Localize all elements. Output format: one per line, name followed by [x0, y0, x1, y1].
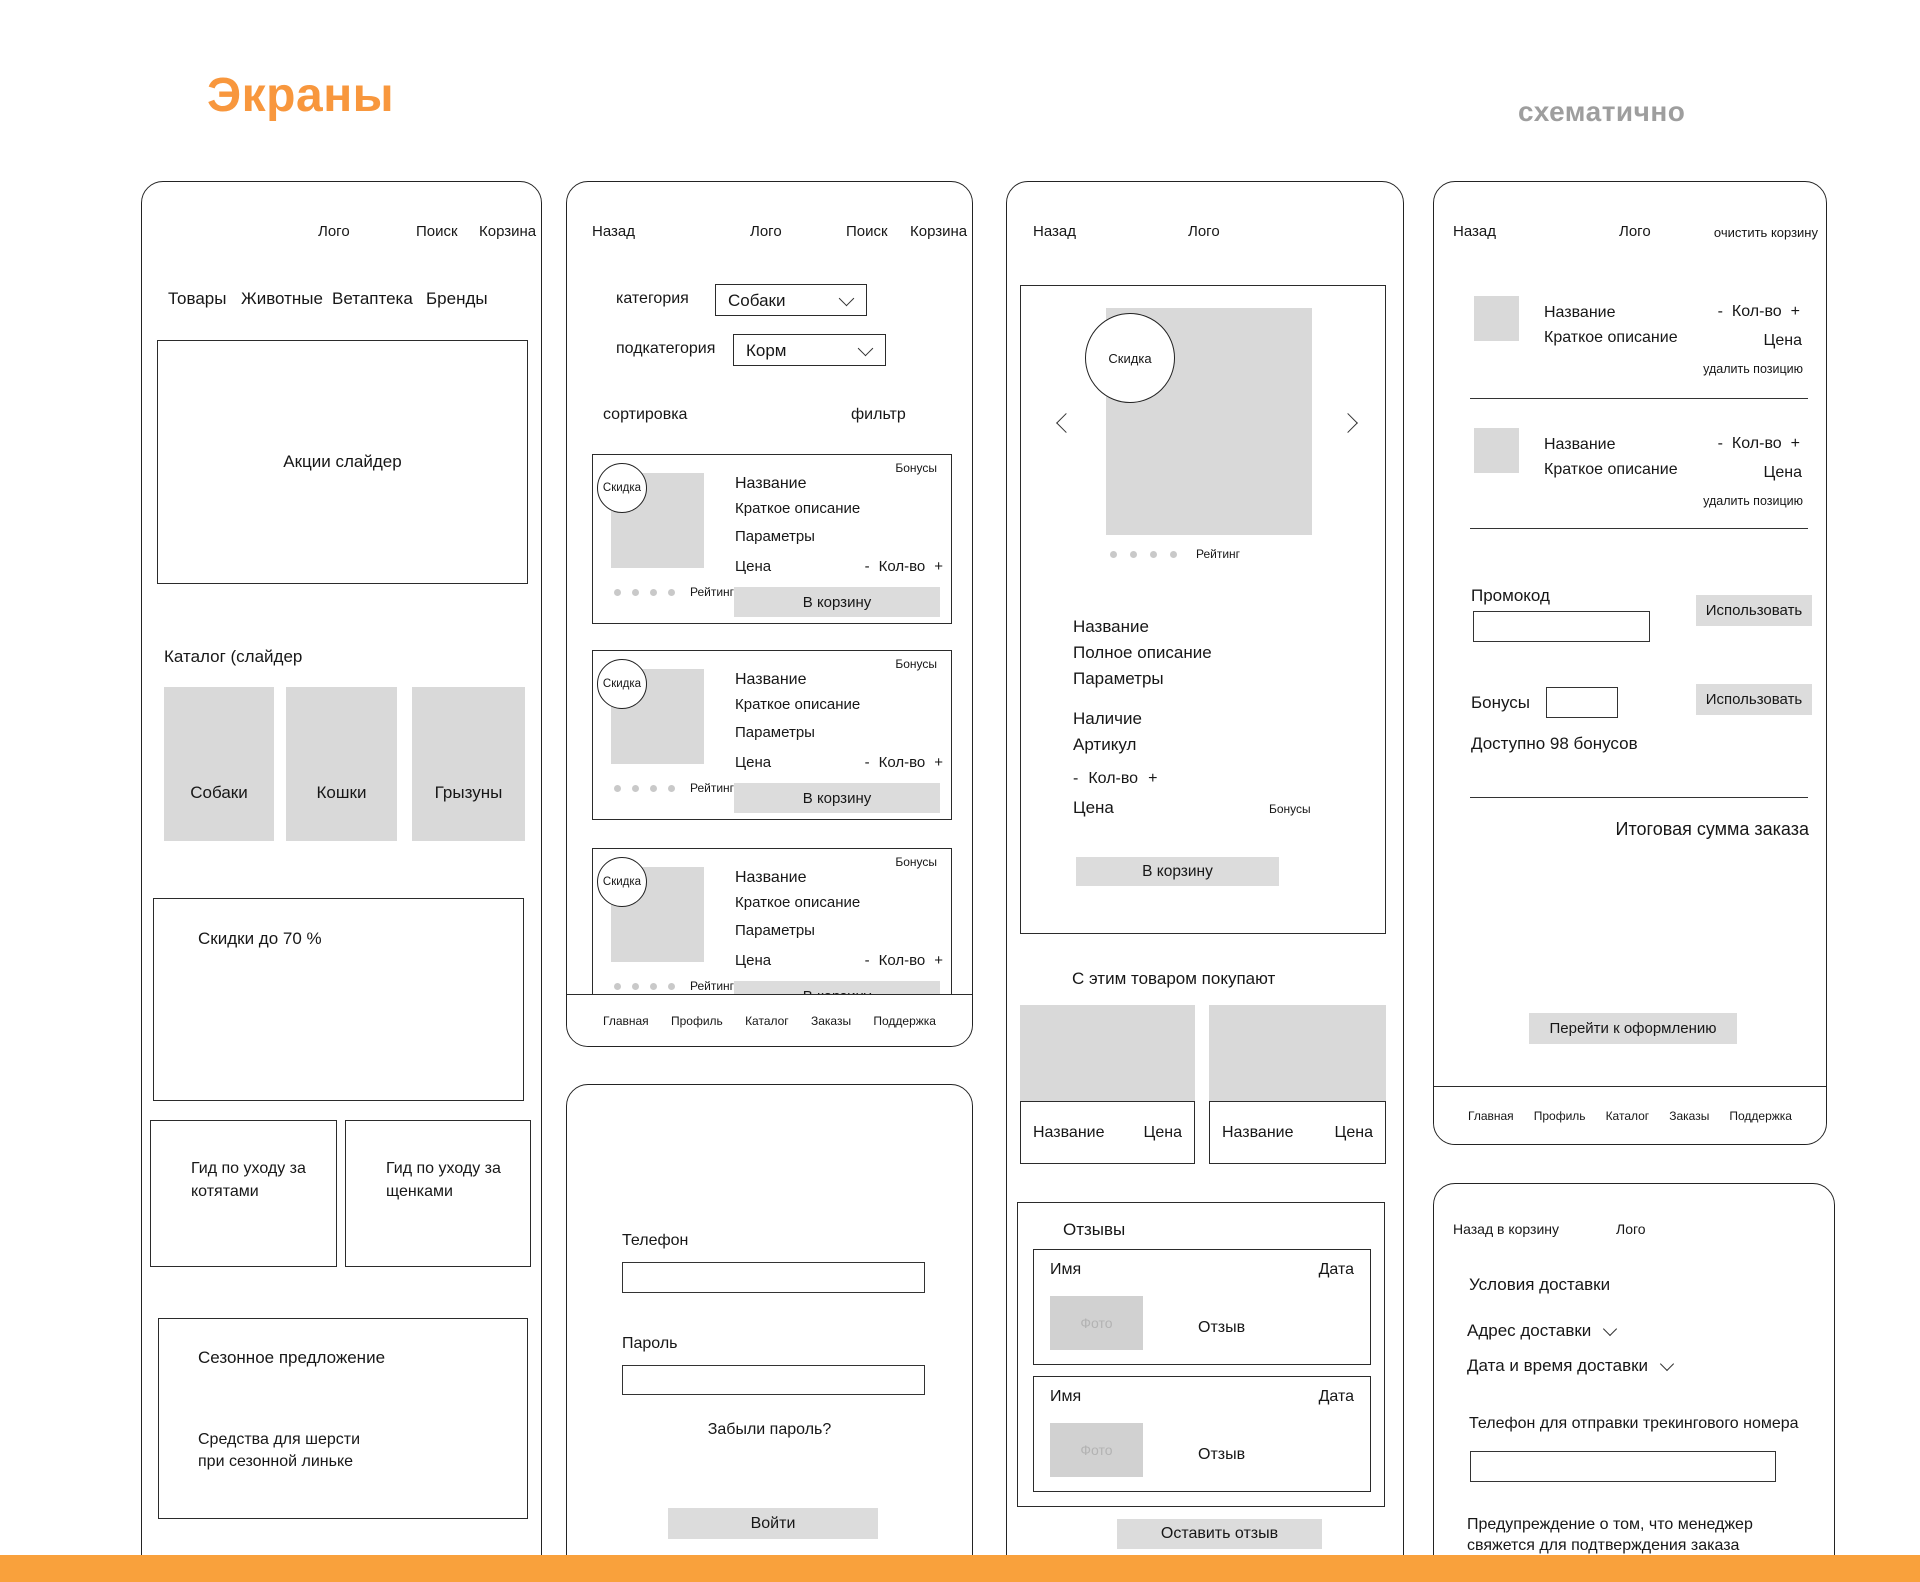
seasonal-offer-title: Сезонное предложение [198, 1348, 386, 1367]
qty-label: Кол-во [878, 952, 926, 969]
nav-home[interactable]: Главная [603, 1013, 649, 1028]
nav-orders[interactable]: Заказы [1669, 1108, 1710, 1123]
discount-banner-label: Скидки до 70 % [198, 929, 322, 948]
qty-label: Кол-во [878, 754, 926, 771]
nav-home[interactable]: Главная [1468, 1108, 1514, 1123]
product-name: Название [1073, 617, 1149, 636]
rating [614, 781, 734, 795]
bottom-nav [567, 994, 972, 1046]
qty-minus-button[interactable]: - [1717, 303, 1723, 320]
product-logo[interactable]: Лого [1188, 223, 1220, 240]
bonus-input[interactable] [1546, 687, 1618, 718]
review-text: Отзыв [1198, 1319, 1246, 1336]
category-tile-cats[interactable] [286, 687, 397, 841]
discount-badge [597, 857, 647, 907]
bonus-label: Бонусы [1471, 693, 1531, 712]
product-price: Цена [735, 754, 772, 771]
rating-dot [614, 589, 621, 596]
rating-dot [1150, 551, 1157, 558]
rating-dot [1130, 551, 1137, 558]
home-logo[interactable]: Лого [318, 223, 350, 240]
add-to-cart-button[interactable] [1076, 857, 1279, 886]
rating-label: Рейтинг [690, 979, 735, 993]
product-params: Параметры [735, 922, 815, 939]
add-to-cart-button[interactable] [734, 783, 940, 813]
home-cart-link[interactable]: Корзина [479, 223, 537, 240]
delivery-datetime-label: Дата и время доставки [1467, 1356, 1649, 1375]
add-to-cart-label: В корзину [1142, 862, 1213, 880]
review-photo-label: Фото [1080, 1442, 1113, 1458]
qty-label: Кол-во [878, 558, 926, 575]
filter-control[interactable]: фильтр [851, 406, 906, 423]
screen-product [1006, 181, 1404, 1582]
back-link[interactable]: Назад [592, 223, 635, 240]
nav-catalog[interactable]: Каталог [1605, 1108, 1650, 1123]
discount-badge [1085, 313, 1175, 403]
related-name: Название [1033, 1123, 1105, 1141]
guide-puppies-label: Гид по уходу за щенками [386, 1160, 501, 1200]
related-image-placeholder [1209, 1005, 1386, 1101]
subcategory-dropdown-value: Корм [746, 341, 787, 360]
bonuses-badge: Бонусы [895, 855, 937, 869]
review-date: Дата [1318, 1261, 1354, 1278]
guide-puppies-card[interactable] [345, 1120, 531, 1267]
review-card [1033, 1376, 1371, 1492]
login-button-label: Войти [750, 1514, 796, 1532]
cart-item-thumb [1474, 428, 1519, 473]
nav-profile[interactable]: Профиль [1533, 1108, 1586, 1123]
qty-minus-button[interactable]: - [864, 558, 870, 575]
discount-badge-label: Скидка [602, 482, 642, 494]
seasonal-offer-card[interactable] [158, 1318, 528, 1519]
screen-home [141, 181, 542, 1582]
quantity-stepper [1073, 770, 1157, 788]
product-card[interactable] [592, 454, 952, 624]
qty-plus-button[interactable]: + [1790, 435, 1800, 452]
qty-plus-button[interactable]: + [1790, 303, 1800, 320]
qty-minus-button[interactable]: - [864, 754, 870, 771]
review-author: Имя [1050, 1261, 1082, 1278]
back-to-cart-link[interactable]: Назад в корзину [1453, 1221, 1559, 1237]
rating-dot [650, 983, 657, 990]
reviews-box [1017, 1202, 1385, 1507]
bonuses-badge: Бонусы [895, 657, 937, 671]
qty-label: Кол-во [1088, 770, 1139, 787]
checkout-logo[interactable]: Лого [1616, 1221, 1646, 1237]
related-label-box [1020, 1101, 1195, 1164]
nav-support[interactable]: Поддержка [873, 1013, 936, 1028]
category-tile-rodents[interactable] [412, 687, 525, 841]
promo-label: Промокод [1471, 586, 1550, 605]
apply-bonus-button[interactable] [1696, 684, 1812, 715]
manager-note-line1: Предупреждение о том, что менеджер [1467, 1516, 1753, 1533]
related-price: Цена [1143, 1123, 1182, 1141]
category-tile-label: Кошки [316, 783, 367, 802]
cart-item-desc: Краткое описание [1544, 329, 1678, 346]
home-nav-brands[interactable]: Бренды [426, 289, 488, 308]
discount-badge [597, 463, 647, 513]
rating-dot [650, 589, 657, 596]
phone-label: Телефон [622, 1232, 689, 1249]
add-to-cart-label: В корзину [802, 789, 872, 807]
promo-slider[interactable] [157, 340, 528, 584]
divider [1470, 398, 1808, 399]
rating-dot [632, 785, 639, 792]
review-author: Имя [1050, 1388, 1082, 1405]
related-product-tile[interactable] [1020, 1005, 1195, 1164]
product-short-desc: Краткое описание [735, 894, 861, 911]
apply-promo-button[interactable] [1696, 595, 1812, 626]
nav-catalog[interactable]: Каталог [745, 1013, 789, 1028]
delivery-address-label: Адрес доставки [1467, 1321, 1592, 1340]
page-subtitle: схематично [1518, 96, 1686, 127]
product-name: Название [735, 475, 807, 492]
review-date: Дата [1318, 1388, 1354, 1405]
product-detail-box [1020, 285, 1386, 934]
leave-review-label: Оставить отзыв [1160, 1525, 1279, 1542]
home-search-link[interactable]: Поиск [416, 223, 458, 240]
product-params: Параметры [1073, 669, 1164, 688]
product-name: Название [735, 869, 807, 886]
cart-item [1434, 424, 1826, 524]
product-params: Параметры [735, 528, 815, 545]
carousel-next-icon[interactable] [1338, 413, 1358, 433]
subcategory-dropdown[interactable] [733, 334, 886, 366]
quantity-stepper [1718, 303, 1800, 321]
cart-logo[interactable]: Лого [1619, 223, 1651, 240]
divider [1470, 797, 1808, 798]
rating-label: Рейтинг [690, 585, 735, 599]
category-tile-label: Собаки [190, 783, 248, 802]
leave-review-button[interactable] [1117, 1519, 1322, 1549]
qty-minus-button[interactable]: - [1717, 435, 1723, 452]
review-photo-label: Фото [1080, 1315, 1113, 1331]
cart-item-name: Название [1544, 304, 1616, 321]
discount-badge [597, 659, 647, 709]
remove-item-link[interactable]: удалить позицию [1703, 362, 1803, 376]
screen-checkout [1433, 1183, 1835, 1582]
related-image-placeholder [1020, 1005, 1195, 1101]
bottom-accent-bar [0, 1555, 1920, 1582]
rating-dot [650, 785, 657, 792]
subcategory-label: подкатегория [616, 340, 716, 357]
sort-control[interactable]: сортировка [603, 406, 688, 423]
tracking-phone-label: Телефон для отправки трекингового номера [1469, 1415, 1799, 1432]
product-price: Цена [735, 952, 772, 969]
login-button[interactable] [668, 1508, 878, 1539]
screen-cart [1433, 181, 1827, 1145]
promo-input[interactable] [1473, 611, 1650, 642]
product-short-desc: Краткое описание [735, 696, 861, 713]
carousel-prev-icon[interactable] [1056, 413, 1076, 433]
product-params: Параметры [735, 724, 815, 741]
product-price: Цена [735, 558, 772, 575]
quantity-stepper [865, 754, 943, 771]
qty-plus-button[interactable]: + [934, 558, 943, 575]
cart-item-price: Цена [1763, 464, 1802, 481]
add-to-cart-label: В корзину [802, 593, 872, 611]
guide-kittens-card[interactable] [150, 1120, 337, 1267]
back-link[interactable]: Назад [1453, 223, 1496, 240]
quantity-stepper [865, 558, 943, 575]
discount-banner[interactable] [153, 898, 524, 1101]
chevron-down-icon [839, 291, 855, 307]
bonuses-badge: Бонусы [895, 461, 937, 475]
review-photo-placeholder [1050, 1423, 1143, 1477]
rating-dot [668, 589, 675, 596]
category-label: категория [616, 290, 689, 307]
delivery-datetime-dropdown[interactable] [1467, 1356, 1672, 1376]
clear-cart-link[interactable]: очистить корзину [1713, 225, 1818, 240]
qty-plus-button[interactable]: + [1148, 770, 1158, 787]
product-short-desc: Краткое описание [735, 500, 861, 517]
nav-profile[interactable]: Профиль [670, 1013, 723, 1028]
cart-item-name: Название [1544, 436, 1616, 453]
delivery-terms-label: Условия доставки [1469, 1275, 1611, 1294]
home-nav-products[interactable]: Товары [168, 289, 227, 308]
product-price: Цена [1073, 798, 1114, 817]
bonus-available-text: Доступно 98 бонусов [1471, 734, 1638, 753]
checkout-button-label: Перейти к оформлению [1549, 1020, 1717, 1037]
review-text: Отзыв [1198, 1446, 1246, 1463]
checkout-button[interactable] [1529, 1013, 1737, 1044]
manager-note-line2: свяжется для подтверждения заказа [1467, 1537, 1740, 1554]
reviews-title: Отзывы [1063, 1220, 1126, 1239]
guide-kittens-label: Гид по уходу за котятами [191, 1160, 306, 1200]
catalog-cart-link[interactable]: Корзина [910, 223, 968, 240]
rating [1110, 547, 1240, 561]
product-full-desc: Полное описание [1073, 643, 1212, 662]
related-name: Название [1222, 1123, 1294, 1141]
bonuses-badge: Бонусы [1269, 802, 1311, 816]
rating-dot [632, 983, 639, 990]
qty-minus-button[interactable]: - [1073, 770, 1079, 787]
product-availability: Наличие [1073, 709, 1142, 728]
qty-plus-button[interactable]: + [934, 754, 943, 771]
related-label-box [1209, 1101, 1386, 1164]
qty-label: Кол-во [1731, 435, 1782, 452]
cart-item [1434, 292, 1826, 392]
discount-badge-label: Скидка [1108, 350, 1152, 366]
rating-dot [632, 589, 639, 596]
rating-dot [1110, 551, 1117, 558]
rating-dot [668, 785, 675, 792]
apply-bonus-label: Использовать [1705, 691, 1803, 708]
phone-field[interactable] [622, 1262, 925, 1293]
password-field[interactable] [622, 1365, 925, 1395]
product-sku: Артикул [1073, 735, 1137, 754]
rating-dot [614, 983, 621, 990]
rating-label: Рейтинг [1196, 547, 1241, 561]
order-total-label: Итоговая сумма заказа [1615, 819, 1809, 839]
screen-catalog [566, 181, 973, 1047]
add-to-cart-button[interactable] [734, 587, 940, 617]
related-price: Цена [1334, 1123, 1373, 1141]
promo-slider-label: Акции слайдер [283, 452, 402, 471]
review-photo-placeholder [1050, 1296, 1143, 1350]
category-dropdown-value: Собаки [728, 291, 786, 310]
cart-item-price: Цена [1763, 332, 1802, 349]
review-card [1033, 1249, 1371, 1365]
rating [614, 979, 734, 993]
quantity-stepper [865, 952, 943, 969]
bottom-nav [1434, 1086, 1826, 1144]
delivery-address-dropdown[interactable] [1467, 1321, 1615, 1341]
rating-label: Рейтинг [690, 781, 735, 795]
page-title: Экраны [207, 69, 395, 122]
quantity-stepper [1718, 435, 1800, 453]
apply-promo-label: Использовать [1705, 602, 1803, 619]
seasonal-offer-line2: при сезонной линьке [198, 1453, 354, 1470]
related-product-tile[interactable] [1209, 1005, 1386, 1164]
product-card[interactable] [592, 650, 952, 820]
back-link[interactable]: Назад [1033, 223, 1076, 240]
cart-item-thumb [1474, 296, 1519, 341]
rating-dot [1170, 551, 1177, 558]
chevron-down-icon [1660, 1357, 1674, 1371]
seasonal-offer-line1: Средства для шерсти [198, 1431, 361, 1448]
tracking-phone-input[interactable] [1470, 1451, 1776, 1482]
discount-badge-label: Скидка [602, 876, 642, 888]
category-tile-label: Грызуны [434, 783, 503, 802]
catalog-slider-label: Каталог (слайдер [164, 647, 303, 666]
category-tile-dogs[interactable] [164, 687, 274, 841]
remove-item-link[interactable]: удалить позицию [1703, 494, 1803, 508]
rating-dot [668, 983, 675, 990]
home-nav-animals[interactable]: Животные [241, 289, 323, 308]
password-label: Пароль [622, 1335, 678, 1352]
product-name: Название [735, 671, 807, 688]
catalog-search-link[interactable]: Поиск [846, 223, 888, 240]
category-dropdown[interactable] [715, 284, 867, 316]
related-products-title: С этим товаром покупают [1072, 969, 1276, 988]
screen-login [566, 1084, 973, 1582]
catalog-logo[interactable]: Лого [750, 223, 782, 240]
chevron-down-icon [1603, 1322, 1617, 1336]
rating [614, 585, 734, 599]
qty-plus-button[interactable]: + [934, 952, 943, 969]
divider [1470, 528, 1808, 529]
qty-minus-button[interactable]: - [864, 952, 870, 969]
rating-dot [614, 785, 621, 792]
discount-badge-label: Скидка [602, 678, 642, 690]
nav-orders[interactable]: Заказы [810, 1013, 852, 1028]
home-nav-vet[interactable]: Ветаптека [332, 289, 413, 308]
cart-item-desc: Краткое описание [1544, 461, 1678, 478]
chevron-down-icon [858, 341, 874, 357]
nav-support[interactable]: Поддержка [1729, 1108, 1792, 1123]
qty-label: Кол-во [1731, 303, 1782, 320]
forgot-password-link[interactable]: Забыли пароль? [707, 1421, 832, 1438]
